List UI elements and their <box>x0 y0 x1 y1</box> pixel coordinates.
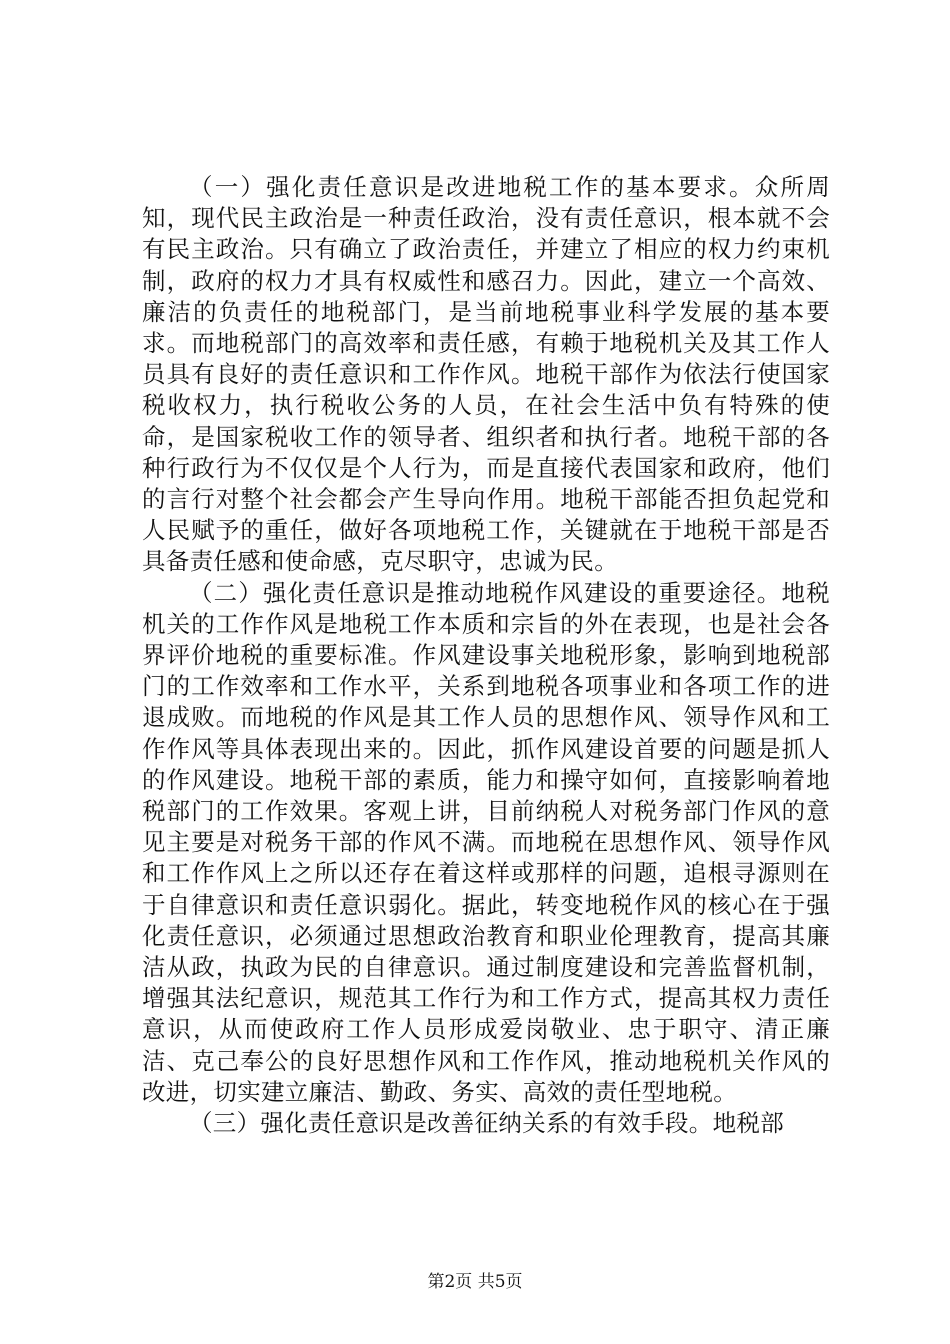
paragraph-1: （一）强化责任意识是改进地税工作的基本要求。众所周知，现代民主政治是一种责任政治，没有责任意识，根本就不会有民主政治。只有确立了政治责任，并建立了相应的权力约束机制，政府的权力才具有权威性和感召力。因此，建立一个高效、廉洁的负责任的地税部门，是当前地税事业科学发展的基本要求。而地税部门的高效率和责任感，有赖于地税机关及其工作人员具有良好的责任意识和工作作风。地税干部作为依法行使国家税收权力，执行税收公务的人员，在社会生活中负有特殊的使命，是国家税收工作的领导者、组织者和执行者。地税干部的各种行政行为不仅仅是个人行为，而是直接代表国家和政府，他们的言行对整个社会都会产生导向作用。地税干部能否担负起党和人民赋予的重任，做好各项地税工作，关键就在于地税干部是否具备责任感和使命感，克尽职守，忠诚为民。 <box>142 173 830 576</box>
paragraph-3: （三）强化责任意识是改善征纳关系的有效手段。地税部 <box>189 1109 784 1138</box>
document-body <box>142 172 830 1139</box>
paragraph-2: （二）强化责任意识是推动地税作风建设的重要途径。地税机关的工作作风是地税工作本质和宗旨的外在表现，也是社会各界评价地税的重要标准。作风建设事关地税形象，影响到地税部门的工作效率和工作水平，关系到地税各项事业和各项工作的进退成败。而地税的作风是其工作人员的思想作风、领导作风和工作作风等具体表现出来的。因此，抓作风建设首要的问题是抓人的作风建设。地税干部的素质，能力和操守如何，直接影响着地税部门的工作效果。客观上讲，目前纳税人对税务部门作风的意见主要是对税务干部的作风不满。而地税在思想作风、领导作风和工作作风上之所以还存在着这样或那样的问题，追根寻源则在于自律意识和责任意识弱化。据此，转变地税作风的核心在于强化责任意识，必须通过思想政治教育和职业伦理教育，提高其廉洁从政，执政为民的自律意识。通过制度建设和完善监督机制，增强其法纪意识，规范其工作行为和工作方式，提高其权力责任意识，从而使政府工作人员形成爱岗敬业、忠于职守、清正廉洁、克己奉公的良好思想作风和工作作风，推动地税机关作风的改进，切实建立廉洁、勤政、务实、高效的责任型地税。 <box>142 578 830 1106</box>
page-number-footer: 第2页 共5页 <box>427 1272 523 1292</box>
